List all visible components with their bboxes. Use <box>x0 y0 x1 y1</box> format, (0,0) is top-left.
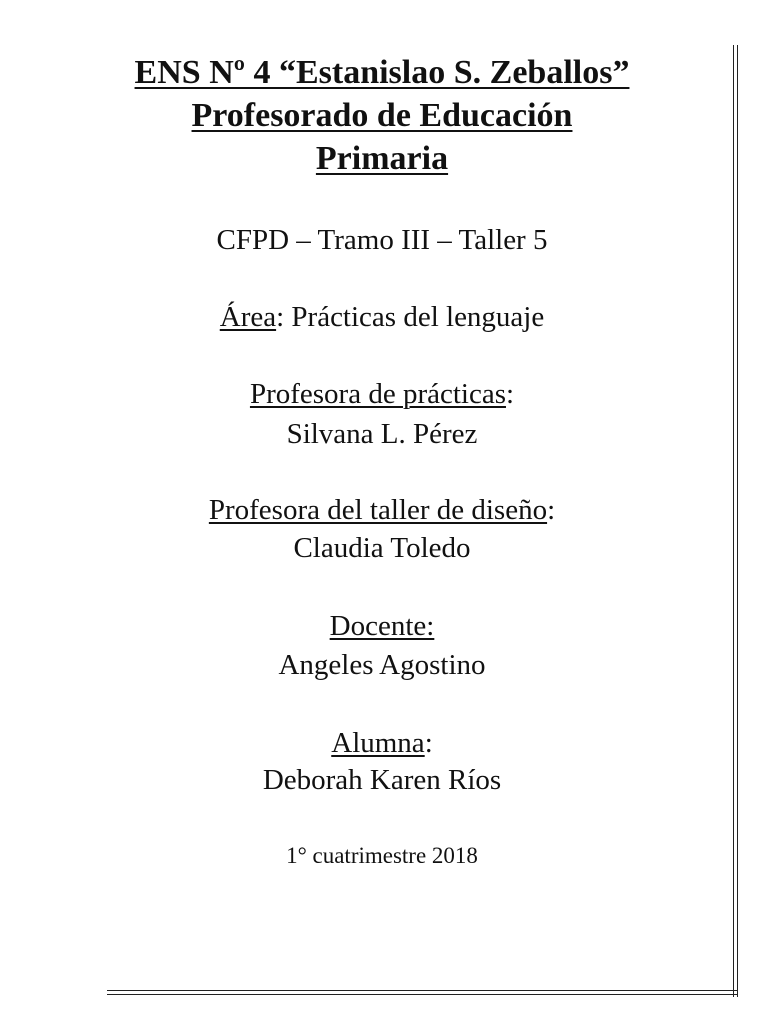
term-line: 1° cuatrimestre 2018 <box>286 843 478 868</box>
design-teacher-label: Profesora del taller de diseño <box>208 494 548 526</box>
practice-teacher-name: Silvana L. Pérez <box>286 418 478 450</box>
student-name: Deborah Karen Ríos <box>262 764 502 796</box>
student-label: Alumna <box>331 727 425 759</box>
institution-title <box>0 51 764 180</box>
course-line: CFPD – Tramo III – Taller 5 <box>216 224 548 256</box>
design-teacher-colon: : <box>547 494 556 526</box>
docente-label: Docente: <box>329 610 435 642</box>
area-label: Área <box>219 301 277 333</box>
design-teacher-heading <box>0 492 764 528</box>
docente-heading <box>0 608 764 644</box>
page-border-bottom <box>107 990 738 995</box>
design-teacher-name: Claudia Toledo <box>293 532 471 564</box>
practice-teacher-heading <box>0 376 764 412</box>
practice-teacher-label: Profesora de prácticas <box>249 378 506 410</box>
institution-title-line-2: Profesorado de Educación <box>191 97 573 134</box>
institution-title-line-3: Primaria <box>315 140 449 177</box>
area-value: Prácticas del lenguaje <box>291 301 545 333</box>
student-colon: : <box>424 727 433 759</box>
area-colon: : <box>276 301 292 333</box>
institution-title-line-1: ENS Nº 4 “Estanislao S. Zeballos” <box>134 54 630 91</box>
practice-teacher-colon: : <box>505 378 515 410</box>
docente-name: Angeles Agostino <box>278 649 486 681</box>
student-heading <box>0 725 764 761</box>
area-line <box>0 299 764 335</box>
